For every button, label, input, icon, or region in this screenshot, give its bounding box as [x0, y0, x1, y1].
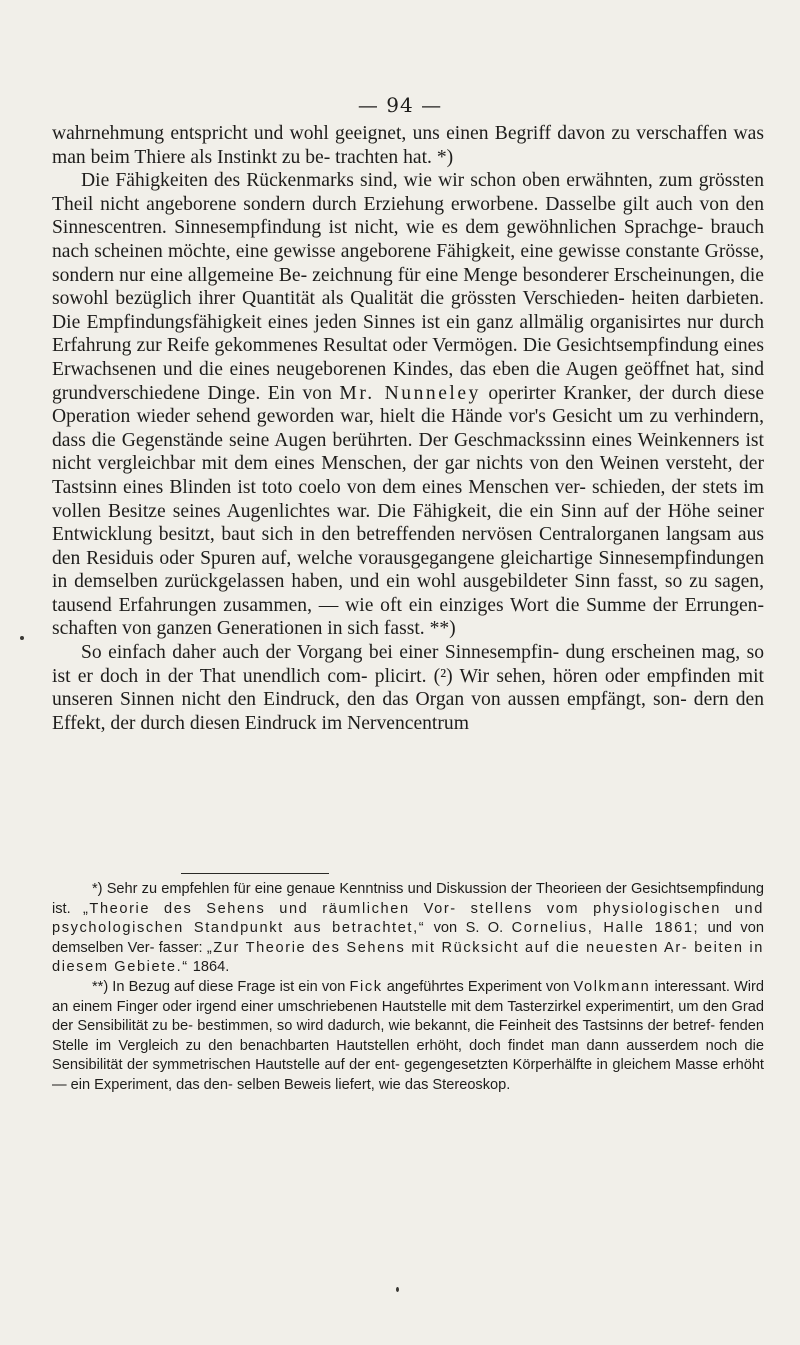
footnote-2-middle: angeführtes Experiment von	[386, 978, 570, 995]
footnote-1-same-author: und von demselben Ver- fasser:	[52, 920, 764, 956]
footnote-2-body: interessant. Wird an einem Finger oder irgend einer umschriebenen Hautstelle mit dem Tasterzirkel experimentirt, um den Grad der Sensibilität zu be- bestimmen, so wird dadurch, wie bekannt, die Feinheit des Tastsinns der betref- fenden Stelle im Vergleich zu den benachbarten Hautstellen erhöht, doch findet man dann ausserdem noch die Sensibilität der symmetrischen Hautstelle auf der ent- gegengesetzten Körperhälfte in gleichem Masse erhöht — ein Experiment, das den- selben Beweis liefert, wie das Stereoskop.	[52, 978, 764, 1093]
footnote-2	[52, 978, 764, 1096]
footnote-1-by: von S. O.	[433, 920, 504, 937]
paragraph-2-part-a: Die Fähigkeiten des Rückenmarks sind, wie wir schon oben erwähnten, zum grössten Theil nicht angeborene sondern durch Erziehung erworbene. Dasselbe gilt auch von den Sinnescentren. Sinnesempfindung ist nicht, wie es dem gewöhnlichen Sprachge- brauch nach scheinen möchte, eine gewisse angeborene Fähigkeit, eine gewisse constante Grösse, sondern nur eine allgemeine Be- zeichnung für eine Menge besonderer Erscheinungen, die sowohl bezüglich ihrer Quantität als Qualität die grössten Verschieden- heiten darbieten. Die Empfindungsfähigkeit eines jeden Sinnes ist ein ganz allmälig organisirtes nur durch Erfahrung zur Reife gekommenes Resultat oder Vermögen. Die Gesichtsempfindung eines Erwachsenen und die eines neugeborenen Kindes, das eben die Augen geöffnet hat, sind grundverschiedene Dinge. Ein von	[52, 170, 764, 404]
footnote-2-name-fick: Fick	[349, 978, 383, 995]
footnote-1-author: Cornelius, Halle 1861;	[511, 920, 700, 937]
footnote-1-title-2: „Zur Theorie des Sehens mit Rücksicht auf die neuesten Ar- beiten in diesem Gebiete.“	[52, 939, 764, 976]
footnote-1-year: 1864.	[192, 959, 230, 976]
print-speck	[20, 636, 24, 640]
footnote-divider	[181, 873, 329, 874]
paragraph-2-part-b: operirter Kranker, der durch diese Operation wieder sehend geworden war, hielt die Hände vor's Gesicht um zu verhindern, dass die Gegenstände seine Augen berührten. Der Geschmackssinn eines Weinkenners ist nicht vergleichbar mit dem eines Menschen, der gar nichts von den Weinen versteht, der Tastsinn eines Blinden ist toto coelo von dem eines Menschen ver- schieden, der stets im vollen Besitze seines Augenlichtes war. Die Fähigkeit, die ein Sinn auf der Höhe seiner Entwicklung besitzt, baut sich in den betreffenden nervösen Centralorganen langsam aus den Residuis oder Spuren auf, welche vorausgegangene gleichartige Sinnesempfindungen in demselben zurückgelassen haben, und ein wohl ausgebildeter Sinn fasst, so zu sagen, tausend Erfahrungen zusammen, — wie oft ein einziges Wort die Summe der Errungen- schaften von ganzen Generationen in sich fasst. **)	[52, 382, 765, 640]
footnote-2-intro: **) In Bezug auf diese Frage ist ein von	[92, 978, 346, 995]
main-text	[52, 122, 764, 735]
footnotes	[52, 880, 764, 1096]
footnote-1	[52, 880, 764, 978]
print-speck	[396, 1287, 399, 1292]
footnote-1-title-1: „Theorie des Sehens und räumlichen Vor- stellens vom physiologischen und psychologischen Standpunkt aus betrachtet,“	[52, 900, 764, 937]
paragraph-3: So einfach daher auch der Vorgang bei einer Sinnesempfin- dung erscheinen mag, so ist er doch in der That unendlich com- plicirt. (²) Wir sehen, hören oder empfinden mit unseren Sinnen nicht den Eindruck, den das Organ von aussen empfängt, son- dern den Effekt, der durch diesen Eindruck im Nervencentrum	[52, 642, 764, 734]
surgeon-name: Mr. Nunneley	[339, 382, 481, 404]
page-number: — 94 —	[357, 93, 443, 117]
footnote-1-intro: *) Sehr zu empfehlen für eine genaue Kenntniss und Diskussion der Theorieen der Gesichtsempfindung ist.	[52, 881, 764, 917]
paragraph-2	[52, 169, 764, 641]
footnote-2-name-volkmann: Volkmann	[573, 978, 651, 995]
paragraph-1: wahrnehmung entspricht und wohl geeignet, uns einen Begriff davon zu verschaffen was man beim Thiere als Instinkt zu be- trachten hat. *)	[52, 123, 764, 168]
